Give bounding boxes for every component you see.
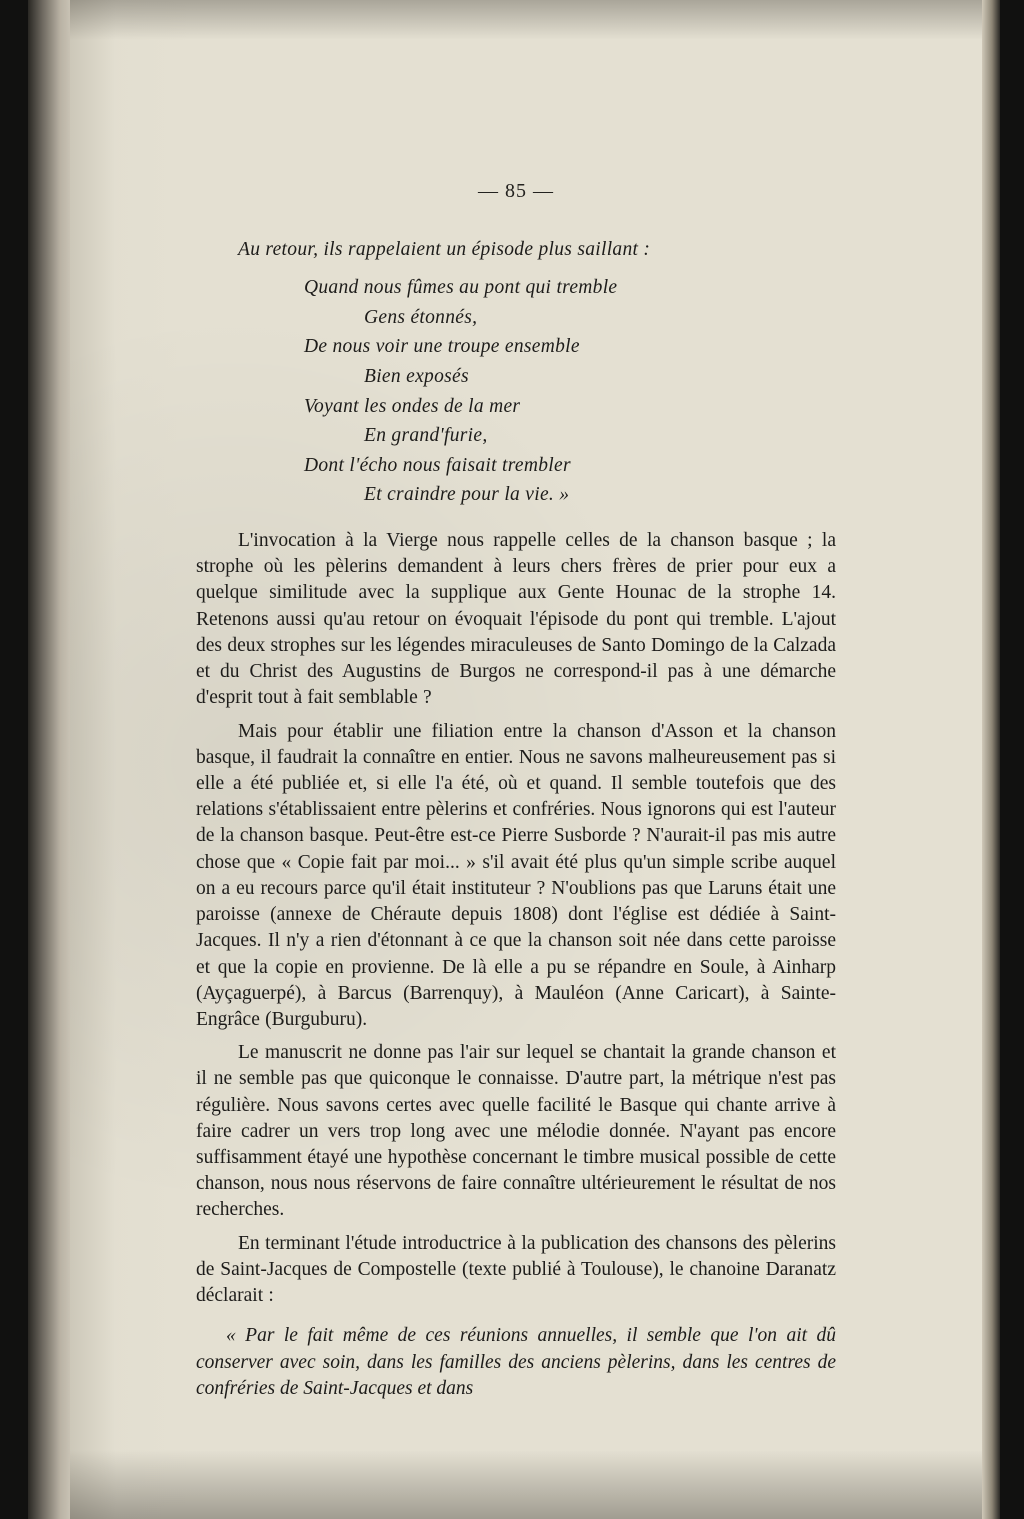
verse-line: Dont l'écho nous faisait trembler	[304, 454, 571, 476]
block-quote: « Par le fait même de ces réunions annuelles, il semble que l'on ait dû conserver avec soin, dans les familles des anciens pèlerins, dans les centres de confréries de Saint-Jacques et dans	[196, 1325, 836, 1399]
verse-line: Gens étonnés,	[364, 306, 478, 328]
body-paragraph: Le manuscrit ne donne pas l'air sur lequel se chantait la grande chanson et il ne semble pas que quiconque le connaisse. D'autre part, la métrique n'est pas régulière. Nous savons certes avec quelle facilité le Basque qui chante arrive à faire cadrer un vers trop long avec une mélodie donnée. N'ayant pas encore suffisamment étayé une hypothèse concernant le timbre musical possible de cette chanson, nous nous réservons de faire connaître ultérieurement le résultat de nos recherches.	[196, 1042, 836, 1221]
verse-line: Voyant les ondes de la mer	[304, 395, 521, 417]
body-paragraph: Mais pour établir une filiation entre la chanson d'Asson et la chanson basque, il faudrait la connaître en entier. Nous ne savons malheureusement pas si elle a été publiée et, si elle l'a été, où et quand. Il semble toutefois que des relations s'établissaient entre pèlerins et confréries. Nous ignorons qui est l'auteur de la chanson basque. Peut-être est-ce Pierre Susborde ? N'aurait-il pas mis autre chose que « Copie fait par moi... » s'il avait été plus qu'un simple scribe auquel on a eu recours parce qu'il était instituteur ? N'oublions pas que Laruns était une paroisse (annexe de Chéraute depuis 1808) dont l'église est dédiée à Saint-Jacques. Il n'y a rien d'étonnant à ce que la chanson soit née dans cette paroisse et que la copie en provienne. De là elle a pu se répandre en Soule, à Ainharp (Ayçaguerpé), à Barcus (Barrenquy), à Mauléon (Anne Caricart), à Sainte-Engrâce (Burguburu).	[196, 720, 836, 1030]
verse-line: En grand'furie,	[364, 425, 488, 447]
page-right-edge	[982, 0, 1000, 1519]
body-paragraph: L'invocation à la Vierge nous rappelle celles de la chanson basque ; la strophe où les pèlerins demandent à leurs chers frères de prier pour eux a quelque similitude avec la supplique aux Gente Hounac de la strophe 14. Retenons aussi qu'au retour on évoquait l'épisode du pont qui tremble. L'ajout des deux strophes sur les légendes miraculeuses de Santo Domingo de la Calzada et du Christ des Augustins de Burgos ne correspond-il pas à une démarche d'esprit tout à fait semblable ?	[196, 530, 836, 709]
verse-line: De nous voir une troupe ensemble	[304, 336, 580, 358]
background-right	[1000, 0, 1024, 1519]
verse-line: Quand nous fûmes au pont qui tremble	[304, 277, 618, 298]
page-top-edge-shadow	[70, 0, 982, 40]
verse-introduction: Au retour, ils rappelaient un épisode plus saillant :	[238, 239, 651, 260]
verse-line: Et craindre pour la vie. »	[364, 484, 570, 506]
page-text-block	[196, 180, 836, 1402]
page-number: — 85 —	[478, 180, 554, 202]
body-paragraph: En terminant l'étude introductrice à la publication des chansons des pèlerins de Saint-Jacques de Compostelle (texte publié à Toulouse), le chanoine Daranatz déclarait :	[196, 1232, 836, 1307]
verse-line: Bien exposés	[364, 365, 469, 387]
page-bottom-edge-shadow	[70, 1450, 982, 1519]
verse-stanza	[196, 273, 836, 510]
